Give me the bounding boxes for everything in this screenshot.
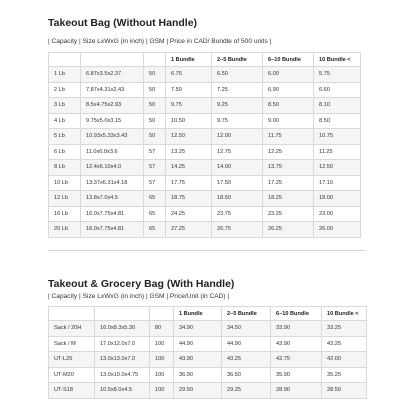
price-table-with-handle bbox=[48, 306, 367, 399]
table-cell: 8.50 bbox=[314, 113, 361, 129]
table-cell: 14.25 bbox=[166, 160, 212, 176]
table-cell: 9.25 bbox=[212, 98, 263, 114]
column-header: 1 Bundle bbox=[166, 53, 212, 67]
table-cell: 34.90 bbox=[174, 321, 222, 337]
table-cell: 18.00 bbox=[314, 191, 361, 207]
table-row bbox=[49, 352, 367, 368]
column-header: 10 Bundle < bbox=[322, 307, 367, 321]
table-cell: 50 bbox=[144, 129, 166, 145]
table-cell: 9.75x5.0x3.15 bbox=[81, 113, 144, 129]
column-header: 2–5 Bundle bbox=[222, 307, 271, 321]
table-cell: 17.50 bbox=[212, 175, 263, 191]
table-cell: 36.90 bbox=[174, 367, 222, 383]
section-caption-with-handle: | Capacity | Size LxWxG (in inch) | GSM | Price/Unit (in CAD) | bbox=[48, 293, 230, 300]
table-cell: 18.50 bbox=[212, 191, 263, 207]
table-cell: 7.50 bbox=[166, 82, 212, 98]
table-header-row bbox=[49, 53, 361, 67]
table-cell: 8.5x4.75x2.93 bbox=[81, 98, 144, 114]
column-header: 6–10 Bundle bbox=[263, 53, 314, 67]
table-cell: 17.75 bbox=[166, 175, 212, 191]
table-cell: 4 Lb bbox=[49, 113, 81, 129]
table-cell: 50 bbox=[144, 113, 166, 129]
table-cell: 17.0x12.0x7.0 bbox=[95, 336, 150, 352]
table-cell: 65 bbox=[144, 206, 166, 222]
table-cell: 57 bbox=[144, 144, 166, 160]
table-cell: 100 bbox=[150, 367, 174, 383]
table-cell: 23.00 bbox=[314, 206, 361, 222]
table-cell: 33.90 bbox=[271, 321, 322, 337]
section-title-with-handle: Takeout & Grocery Bag (With Handle) bbox=[48, 278, 235, 290]
table-row bbox=[49, 383, 367, 399]
table-cell: 10.93x5.33x3.43 bbox=[81, 129, 144, 145]
section-divider bbox=[48, 250, 366, 251]
table-cell: 43.90 bbox=[271, 336, 322, 352]
table-cell: 50 bbox=[144, 67, 166, 83]
table-cell: 12.4x6.10x4.0 bbox=[81, 160, 144, 176]
table-cell: 14.00 bbox=[212, 160, 263, 176]
table-cell: 42.75 bbox=[271, 352, 322, 368]
table-cell: 43.90 bbox=[174, 352, 222, 368]
table-cell: 57 bbox=[144, 160, 166, 176]
table-cell: 7.87x4.31x2.43 bbox=[81, 82, 144, 98]
table-row bbox=[49, 206, 361, 222]
table-row bbox=[49, 98, 361, 114]
table-cell: 100 bbox=[150, 352, 174, 368]
table-row bbox=[49, 321, 367, 337]
table-cell: 100 bbox=[150, 383, 174, 399]
table-cell: 26.75 bbox=[212, 222, 263, 238]
table-cell: 10.50 bbox=[166, 113, 212, 129]
table-row bbox=[49, 67, 361, 83]
table-cell: 20 Lb bbox=[49, 222, 81, 238]
table-cell: 1 Lb bbox=[49, 67, 81, 83]
table-cell: Sack / M bbox=[49, 336, 95, 352]
table-cell: 5 Lb bbox=[49, 129, 81, 145]
table-cell: 28.50 bbox=[322, 383, 367, 399]
table-cell: 28.90 bbox=[271, 383, 322, 399]
column-header: 1 Bundle bbox=[174, 307, 222, 321]
column-header bbox=[49, 307, 95, 321]
table-cell: 33.25 bbox=[322, 321, 367, 337]
table-cell: 6.50 bbox=[212, 67, 263, 83]
table-cell: 6.60 bbox=[314, 82, 361, 98]
table-cell: 12.00 bbox=[212, 129, 263, 145]
table-cell: 11.25 bbox=[314, 144, 361, 160]
section-caption-without-handle: | Capacity | Size LxWxG (in inch) | GSM | Price in CAD/ Bundle of 500 units | bbox=[48, 38, 272, 45]
table-cell: 35.25 bbox=[322, 367, 367, 383]
table-cell: UT-L25 bbox=[49, 352, 95, 368]
column-header: 2–5 Bundle bbox=[212, 53, 263, 67]
table-cell: 10.75 bbox=[314, 129, 361, 145]
table-cell: 43.25 bbox=[222, 352, 271, 368]
table-cell: 12 Lb bbox=[49, 191, 81, 207]
table-cell: 13.8x7.0x4.5 bbox=[81, 191, 144, 207]
table-cell: Sack / 20H bbox=[49, 321, 95, 337]
table-row bbox=[49, 191, 361, 207]
table-cell: 44.90 bbox=[222, 336, 271, 352]
table-cell: 8.50 bbox=[263, 98, 314, 114]
table-cell: 34.50 bbox=[222, 321, 271, 337]
table-cell: 26.25 bbox=[263, 222, 314, 238]
column-header bbox=[81, 53, 144, 67]
table-cell: 23.75 bbox=[212, 206, 263, 222]
table-cell: 12.75 bbox=[212, 144, 263, 160]
table-cell: UT-M20 bbox=[49, 367, 95, 383]
table-cell: 26.00 bbox=[314, 222, 361, 238]
table-cell: 35.90 bbox=[271, 367, 322, 383]
table-row bbox=[49, 113, 361, 129]
table-row bbox=[49, 367, 367, 383]
section-title-without-handle: Takeout Bag (Without Handle) bbox=[48, 17, 198, 29]
price-table-without-handle bbox=[48, 52, 361, 238]
column-header bbox=[49, 53, 81, 67]
table-cell: 16.0x8.3x5.30 bbox=[95, 321, 150, 337]
table-cell: 13.0x10.0x4.75 bbox=[95, 367, 150, 383]
column-header: 10 Bundle < bbox=[314, 53, 361, 67]
table-cell: 43.25 bbox=[322, 336, 367, 352]
table-row bbox=[49, 129, 361, 145]
table-cell: 42.00 bbox=[322, 352, 367, 368]
table-cell: 10 Lb bbox=[49, 175, 81, 191]
table-cell: 13.75 bbox=[263, 160, 314, 176]
table-cell: 12.50 bbox=[314, 160, 361, 176]
table-cell: 29.25 bbox=[222, 383, 271, 399]
table-header-row bbox=[49, 307, 367, 321]
table-cell: 27.25 bbox=[166, 222, 212, 238]
table-cell: 9.75 bbox=[166, 98, 212, 114]
column-header bbox=[150, 307, 174, 321]
table-cell: 16 Lb bbox=[49, 206, 81, 222]
table-cell: 9.75 bbox=[212, 113, 263, 129]
table-cell: 5.75 bbox=[314, 67, 361, 83]
table-cell: 7.25 bbox=[212, 82, 263, 98]
column-header bbox=[95, 307, 150, 321]
table-row bbox=[49, 336, 367, 352]
table-cell: 11.0x6.0x3.6 bbox=[81, 144, 144, 160]
table-cell: 23.25 bbox=[263, 206, 314, 222]
table-row bbox=[49, 175, 361, 191]
table-cell: 6.75 bbox=[166, 67, 212, 83]
table-cell: 6.87x3.5x2.37 bbox=[81, 67, 144, 83]
table-cell: 44.90 bbox=[174, 336, 222, 352]
table-cell: 50 bbox=[144, 82, 166, 98]
table-cell: 12.25 bbox=[263, 144, 314, 160]
table-cell: 2 Lb bbox=[49, 82, 81, 98]
table-cell: 8 Lb bbox=[49, 160, 81, 176]
table-cell: 13.25 bbox=[166, 144, 212, 160]
table-cell: 8.10 bbox=[314, 98, 361, 114]
column-header: 6–10 Bundle bbox=[271, 307, 322, 321]
table-cell: 12.50 bbox=[166, 129, 212, 145]
table-cell: 17.10 bbox=[314, 175, 361, 191]
table-cell: 80 bbox=[150, 321, 174, 337]
table-cell: UT-S18 bbox=[49, 383, 95, 399]
table-row bbox=[49, 82, 361, 98]
table-cell: 10.5x8.0x4.5 bbox=[95, 383, 150, 399]
table-cell: 65 bbox=[144, 222, 166, 238]
table-cell: 13.37x6.31x4.18 bbox=[81, 175, 144, 191]
table-cell: 16.0x7.75x4.81 bbox=[81, 206, 144, 222]
table-cell: 36.50 bbox=[222, 367, 271, 383]
table-cell: 65 bbox=[144, 191, 166, 207]
table-cell: 16.0x7.75x4.81 bbox=[81, 222, 144, 238]
table-cell: 24.25 bbox=[166, 206, 212, 222]
table-cell: 18.25 bbox=[263, 191, 314, 207]
table-cell: 17.25 bbox=[263, 175, 314, 191]
table-cell: 3 Lb bbox=[49, 98, 81, 114]
table-cell: 29.50 bbox=[174, 383, 222, 399]
table-cell: 6.00 bbox=[263, 67, 314, 83]
table-cell: 6 Lb bbox=[49, 144, 81, 160]
table-cell: 13.0x13.0x7.0 bbox=[95, 352, 150, 368]
table-row bbox=[49, 222, 361, 238]
table-cell: 6.90 bbox=[263, 82, 314, 98]
column-header bbox=[144, 53, 166, 67]
table-row bbox=[49, 160, 361, 176]
table-row bbox=[49, 144, 361, 160]
table-cell: 9.00 bbox=[263, 113, 314, 129]
table-cell: 100 bbox=[150, 336, 174, 352]
table-cell: 57 bbox=[144, 175, 166, 191]
table-cell: 50 bbox=[144, 98, 166, 114]
table-cell: 11.75 bbox=[263, 129, 314, 145]
table-cell: 18.75 bbox=[166, 191, 212, 207]
